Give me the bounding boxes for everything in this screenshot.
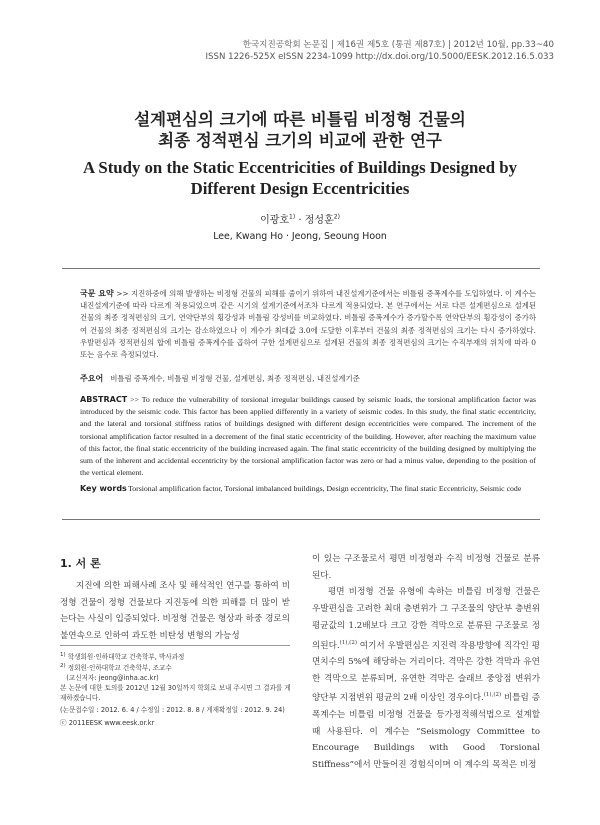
- footnote-author-2: [60, 661, 292, 684]
- author-2-mark: 2): [333, 213, 340, 221]
- intro-paragraph-2-part-1: 평면 비정형 건물 유형에 속하는 비틀림 비정형 건물은 우발편심을 고려한 최대 층변위가 그 구조물의 양단부 층변위 평균값의 1.2배보다 크고 강한 격막으로 분류된 구조물로 정의된다.: [312, 587, 540, 651]
- authors-english: Lee, Kwang Ho · Jeong, Seoung Hoon: [213, 231, 387, 242]
- korean-abstract-label: 국문 요약: [80, 289, 114, 298]
- journal-header: 한국지진공학회 논문집 | 제16권 제5호 (통권 제87호) | 2012년 10월, pp.33~40: [242, 40, 554, 50]
- english-abstract-text: To reduce the vulnerability of torsional irregular buildings caused by seismic loads, the torsional amplification factor was introduced by the seismic code. This factor has been applied differently in a variety of seismic codes. In this study, the final static eccentricity, and the lateral and torsional stiffness ratios of buildings designed with different design eccentricities were compared. The increment of the torsional amplification factor resulted in a decrement of the final static eccentricity of the building. However, after reaching the maximum value of this factor, the final static eccentricity of the building increased again. The final static eccentricity of the building designed by multiplying the sum of the inherent and accidental eccentricity by the torsional amplification factor was zero or had a minus value, depending to the position of the vertical element.: [80, 395, 536, 478]
- footnote-copyright: ⓒ 2011EESK www.eesk.or.kr: [60, 719, 155, 727]
- citation-mark: (1),(2): [483, 692, 502, 699]
- intro-left-column: 지진에 의한 피해사례 조사 및 해석적인 연구를 통하여 비정형 건물이 정형 건물보다 지진동에 의한 피해를 더 많이 받는다는 사실이 입증되었다. 비정형 건물은 형상과 하중 경로의 불연속으로 인하여 과도한 비탄성 변형의 가능성: [60, 581, 290, 642]
- korean-title-line-2: 최종 정적편심 크기의 비교에 관한 연구: [158, 131, 442, 150]
- footnote-text: 정회원·인하대학교 건축학부, 조교수: [67, 664, 172, 673]
- footnote-mark: 2): [60, 663, 66, 669]
- korean-keywords-label: 주요어: [80, 374, 104, 383]
- korean-abstract-text: 지진하중에 의해 발생하는 비정형 건물의 피해를 줄이기 위하여 내진설계기준에서는 비틀림 증폭계수를 도입하였다. 이 계수는 내진설계기준에 따라 다르게 적용되었으며 같은 시기의 설계기준에서조차 다르게 적용되었다. 본 연구에서는 서로 다른 설계편심으로 설계된 건물의 최종 정적편심의 크기, 연약단부의 횡강성과 비틀림 강성비를 비교하였다. 비틀림 증폭계수가 증가할수록 연약단부의 횡강성이 증가하여 건물의 최종 정적편심의 크기는 감소하였으나 이 계수가 최대값 3.0에 도달한 이후부터 건물의 최종 정적편심의 크기는 다시 증가하였다. 우발편심과 정적편심의 합에 비틀림 증폭계수를 곱하여 구한 설계편심으로 설계된 건물의 최종 정적편심의 크기는 수직부재의 위치에 따라 0 또는 음수로 측정되었다.: [80, 289, 536, 360]
- intro-paragraph-2: [312, 584, 540, 773]
- english-keywords-text: Torsional amplification factor, Torsional imbalanced buildings, Design eccentricity, The final static Eccentricity, Seismic code: [128, 484, 522, 493]
- korean-keywords-text: 비틀림 증폭계수, 비틀림 비정형 건물, 설계편심, 최종 정적편심, 내진설계기준: [110, 374, 360, 383]
- korean-title-line-1: 설계편심의 크기에 따른 비틀림 비정형 건물의: [134, 110, 466, 129]
- author-1: 이광호: [260, 215, 290, 226]
- english-title-line-2: Different Design Eccentricities: [190, 179, 410, 198]
- citation-mark: (1),(2): [339, 639, 357, 646]
- intro-paragraph-2-part-3: 비틀림 증폭계수는 비틀림 비정형 건물을 등가정적해석법으로 설계할 때 사용된다. 이 계수는 “Seismology Committee to Encourage Buildings with Good Torsional Stiffness”에서 만들어진 경험식이며 이 계수의 목적은 비정: [312, 693, 540, 771]
- author-separator: ·: [295, 215, 305, 226]
- authors-korean: [0, 211, 600, 226]
- footnote-divider: [60, 645, 290, 646]
- intro-paragraph-continuation: 이 있는 구조물로서 평면 비정형과 수직 비정형 건물로 분류된다.: [312, 554, 540, 581]
- english-title-line-1: A Study on the Static Eccentricities of Buildings Designed by: [82, 158, 517, 177]
- korean-abstract: [80, 288, 536, 361]
- english-abstract: [80, 394, 536, 479]
- author-1-mark: 1): [289, 213, 296, 221]
- journal-issn-doi: ISSN 1226-525X eISSN 2234-1099 http://dx.doi.org/10.5000/EESK.2012.16.5.033: [205, 52, 554, 62]
- intro-right-column: [312, 551, 540, 774]
- section-heading: 1. 서 론: [60, 557, 101, 570]
- corresponding-email: (교신저자: jeong@inha.ac.kr): [66, 674, 159, 683]
- footnote-text: 학생회원·인하대학교 건축학부, 박사과정: [67, 653, 185, 662]
- footnote-dates: (논문접수일 : 2012. 6. 4 / 수정일 : 2012. 8. 8 / 게재확정일 : 2012. 9. 24): [60, 706, 285, 714]
- footnote-discussion: 본 논문에 대한 토의를 2012년 12월 30일까지 학회로 보내 주시면 그 결과를 게재하겠습니다.: [60, 684, 291, 703]
- korean-keywords: [80, 373, 536, 385]
- author-2: 정성훈: [304, 215, 334, 226]
- english-keywords: [80, 483, 536, 495]
- intro-paragraph-2-part-2: 여기서 우발편심은 지진력 작용방향에 직각인 평면치수의 5%에 해당하는 거리이다. 격막은 강한 격막과 유연한 격막으로 분류되며, 유연한 격막은 슬래브 중앙점 변위가 양단부 지점변위 평균의 2배 이상인 경우이다.: [312, 640, 540, 704]
- korean-abstract-arrow: >>: [116, 289, 129, 298]
- english-abstract-arrow: >>: [130, 395, 139, 404]
- english-keywords-label: Key words: [80, 484, 127, 493]
- english-abstract-label: ABSTRACT: [80, 395, 128, 404]
- footnote-mark: 1): [60, 652, 66, 658]
